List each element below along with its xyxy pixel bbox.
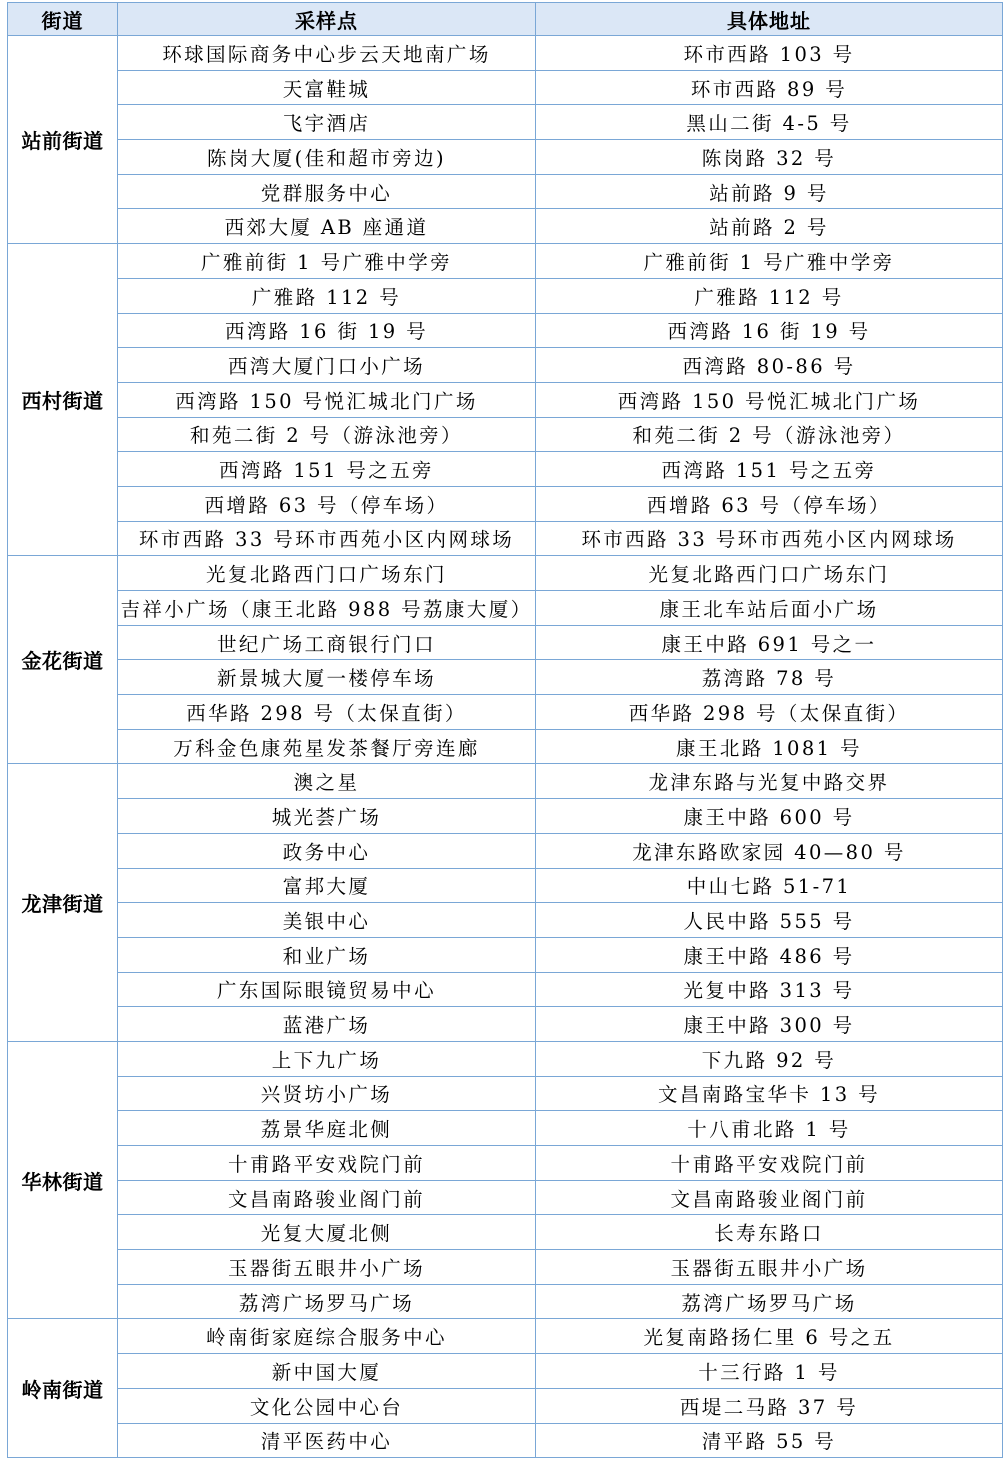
address-cell: 站前路 2 号	[536, 209, 1003, 244]
table-row	[8, 244, 1003, 279]
address-cell: 光复北路西门口广场东门	[536, 556, 1003, 591]
address-cell: 西增路 63 号（停车场）	[536, 486, 1003, 521]
sampling-point-cell: 天富鞋城	[118, 70, 536, 105]
table-row	[8, 903, 1003, 938]
street-name-cell: 金花街道	[8, 556, 118, 764]
table-row	[8, 1423, 1003, 1458]
table-row	[8, 729, 1003, 764]
address-cell: 荔湾路 78 号	[536, 660, 1003, 695]
table-row	[8, 105, 1003, 140]
sampling-point-cell: 政务中心	[118, 833, 536, 868]
table-row	[8, 1250, 1003, 1285]
sampling-point-cell: 清平医药中心	[118, 1423, 536, 1458]
table-row	[8, 1041, 1003, 1076]
header-row	[8, 3, 1003, 36]
address-cell: 和苑二街 2 号（游泳池旁）	[536, 417, 1003, 452]
table-row	[8, 1076, 1003, 1111]
sampling-point-cell: 西湾路 150 号悦汇城北门广场	[118, 382, 536, 417]
address-cell: 西堤二马路 37 号	[536, 1388, 1003, 1423]
header-sampling-point: 采样点	[118, 3, 536, 36]
table-row	[8, 1215, 1003, 1250]
sampling-point-cell: 世纪广场工商银行门口	[118, 625, 536, 660]
sampling-point-cell: 党群服务中心	[118, 174, 536, 209]
sampling-point-cell: 和苑二街 2 号（游泳池旁）	[118, 417, 536, 452]
table-row	[8, 382, 1003, 417]
address-cell: 陈岗路 32 号	[536, 140, 1003, 175]
sampling-point-cell: 光复大厦北侧	[118, 1215, 536, 1250]
sampling-point-cell: 陈岗大厦(佳和超市旁边)	[118, 140, 536, 175]
address-cell: 西华路 298 号（太保直街）	[536, 695, 1003, 730]
sampling-point-cell: 荔景华庭北侧	[118, 1111, 536, 1146]
table-header	[8, 3, 1003, 36]
sampling-point-cell: 和业广场	[118, 937, 536, 972]
header-street: 街道	[8, 3, 118, 36]
sampling-point-cell: 十甫路平安戏院门前	[118, 1146, 536, 1181]
table-row	[8, 625, 1003, 660]
address-cell: 环市西路 103 号	[536, 36, 1003, 71]
table-row	[8, 764, 1003, 799]
sampling-point-cell: 文昌南路骏业阁门前	[118, 1180, 536, 1215]
address-cell: 西湾路 151 号之五旁	[536, 452, 1003, 487]
sampling-point-cell: 美银中心	[118, 903, 536, 938]
street-name-cell: 龙津街道	[8, 764, 118, 1042]
table-row	[8, 1354, 1003, 1389]
table-row	[8, 174, 1003, 209]
address-cell: 人民中路 555 号	[536, 903, 1003, 938]
address-cell: 广雅路 112 号	[536, 278, 1003, 313]
sampling-point-cell: 蓝港广场	[118, 1007, 536, 1042]
sampling-point-cell: 兴贤坊小广场	[118, 1076, 536, 1111]
sampling-point-cell: 西增路 63 号（停车场）	[118, 486, 536, 521]
address-cell: 西湾路 16 街 19 号	[536, 313, 1003, 348]
table-row	[8, 937, 1003, 972]
address-cell: 西湾路 150 号悦汇城北门广场	[536, 382, 1003, 417]
street-name-cell: 西村街道	[8, 244, 118, 556]
sampling-point-cell: 广东国际眼镜贸易中心	[118, 972, 536, 1007]
address-cell: 环市西路 89 号	[536, 70, 1003, 105]
address-cell: 玉器街五眼井小广场	[536, 1250, 1003, 1285]
address-cell: 文昌南路骏业阁门前	[536, 1180, 1003, 1215]
table-row	[8, 521, 1003, 556]
street-name-cell: 站前街道	[8, 36, 118, 244]
table-row	[8, 1284, 1003, 1319]
address-cell: 西湾路 80-86 号	[536, 348, 1003, 383]
street-name-cell: 华林街道	[8, 1041, 118, 1319]
table-row	[8, 799, 1003, 834]
sampling-point-cell: 西湾路 16 街 19 号	[118, 313, 536, 348]
address-cell: 康王中路 691 号之一	[536, 625, 1003, 660]
address-cell: 广雅前街 1 号广雅中学旁	[536, 244, 1003, 279]
table-row	[8, 417, 1003, 452]
sampling-point-cell: 飞宇酒店	[118, 105, 536, 140]
table-row	[8, 868, 1003, 903]
sampling-point-cell: 环球国际商务中心步云天地南广场	[118, 36, 536, 71]
address-cell: 十八甫北路 1 号	[536, 1111, 1003, 1146]
address-cell: 光复中路 313 号	[536, 972, 1003, 1007]
table-row	[8, 1180, 1003, 1215]
sampling-point-cell: 西郊大厦 AB 座通道	[118, 209, 536, 244]
table-row	[8, 313, 1003, 348]
address-cell: 康王北车站后面小广场	[536, 591, 1003, 626]
table-row	[8, 1007, 1003, 1042]
table-row	[8, 1146, 1003, 1181]
header-address: 具体地址	[536, 3, 1003, 36]
sampling-point-cell: 广雅前街 1 号广雅中学旁	[118, 244, 536, 279]
table-row	[8, 591, 1003, 626]
address-cell: 下九路 92 号	[536, 1041, 1003, 1076]
address-cell: 康王中路 486 号	[536, 937, 1003, 972]
sampling-point-cell: 荔湾广场罗马广场	[118, 1284, 536, 1319]
sampling-point-cell: 新景城大厦一楼停车场	[118, 660, 536, 695]
sampling-point-cell: 富邦大厦	[118, 868, 536, 903]
table-row	[8, 140, 1003, 175]
table-row	[8, 1319, 1003, 1354]
address-cell: 光复南路扬仁里 6 号之五	[536, 1319, 1003, 1354]
address-cell: 龙津东路欧家园 40—80 号	[536, 833, 1003, 868]
table-body	[8, 36, 1003, 1458]
sampling-point-cell: 岭南街家庭综合服务中心	[118, 1319, 536, 1354]
sampling-point-cell: 文化公园中心台	[118, 1388, 536, 1423]
sampling-point-cell: 澳之星	[118, 764, 536, 799]
address-cell: 十甫路平安戏院门前	[536, 1146, 1003, 1181]
table-row	[8, 209, 1003, 244]
sampling-point-cell: 上下九广场	[118, 1041, 536, 1076]
address-cell: 十三行路 1 号	[536, 1354, 1003, 1389]
sampling-point-cell: 吉祥小广场（康王北路 988 号荔康大厦）	[118, 591, 536, 626]
table-row	[8, 972, 1003, 1007]
sampling-point-cell: 西湾路 151 号之五旁	[118, 452, 536, 487]
address-cell: 清平路 55 号	[536, 1423, 1003, 1458]
table-row	[8, 70, 1003, 105]
sampling-point-cell: 西湾大厦门口小广场	[118, 348, 536, 383]
table-row	[8, 278, 1003, 313]
table-row	[8, 452, 1003, 487]
table-row	[8, 486, 1003, 521]
address-cell: 康王中路 300 号	[536, 1007, 1003, 1042]
address-cell: 荔湾广场罗马广场	[536, 1284, 1003, 1319]
address-cell: 站前路 9 号	[536, 174, 1003, 209]
address-cell: 文昌南路宝华卡 13 号	[536, 1076, 1003, 1111]
table-row	[8, 833, 1003, 868]
table-row	[8, 348, 1003, 383]
table-row	[8, 36, 1003, 71]
table-row	[8, 1111, 1003, 1146]
address-cell: 长寿东路口	[536, 1215, 1003, 1250]
address-cell: 康王中路 600 号	[536, 799, 1003, 834]
address-cell: 黑山二街 4-5 号	[536, 105, 1003, 140]
sampling-sites-table	[7, 2, 1003, 1458]
street-name-cell: 岭南街道	[8, 1319, 118, 1458]
sampling-point-cell: 环市西路 33 号环市西苑小区内网球场	[118, 521, 536, 556]
sampling-point-cell: 新中国大厦	[118, 1354, 536, 1389]
sampling-point-cell: 广雅路 112 号	[118, 278, 536, 313]
sampling-point-cell: 光复北路西门口广场东门	[118, 556, 536, 591]
table-row	[8, 1388, 1003, 1423]
sampling-point-cell: 万科金色康苑星发茶餐厅旁连廊	[118, 729, 536, 764]
table-row	[8, 556, 1003, 591]
table-row	[8, 695, 1003, 730]
sampling-point-cell: 城光荟广场	[118, 799, 536, 834]
address-cell: 环市西路 33 号环市西苑小区内网球场	[536, 521, 1003, 556]
address-cell: 康王北路 1081 号	[536, 729, 1003, 764]
sampling-point-cell: 玉器街五眼井小广场	[118, 1250, 536, 1285]
address-cell: 中山七路 51-71	[536, 868, 1003, 903]
address-cell: 龙津东路与光复中路交界	[536, 764, 1003, 799]
table-row	[8, 660, 1003, 695]
sampling-point-cell: 西华路 298 号（太保直街）	[118, 695, 536, 730]
